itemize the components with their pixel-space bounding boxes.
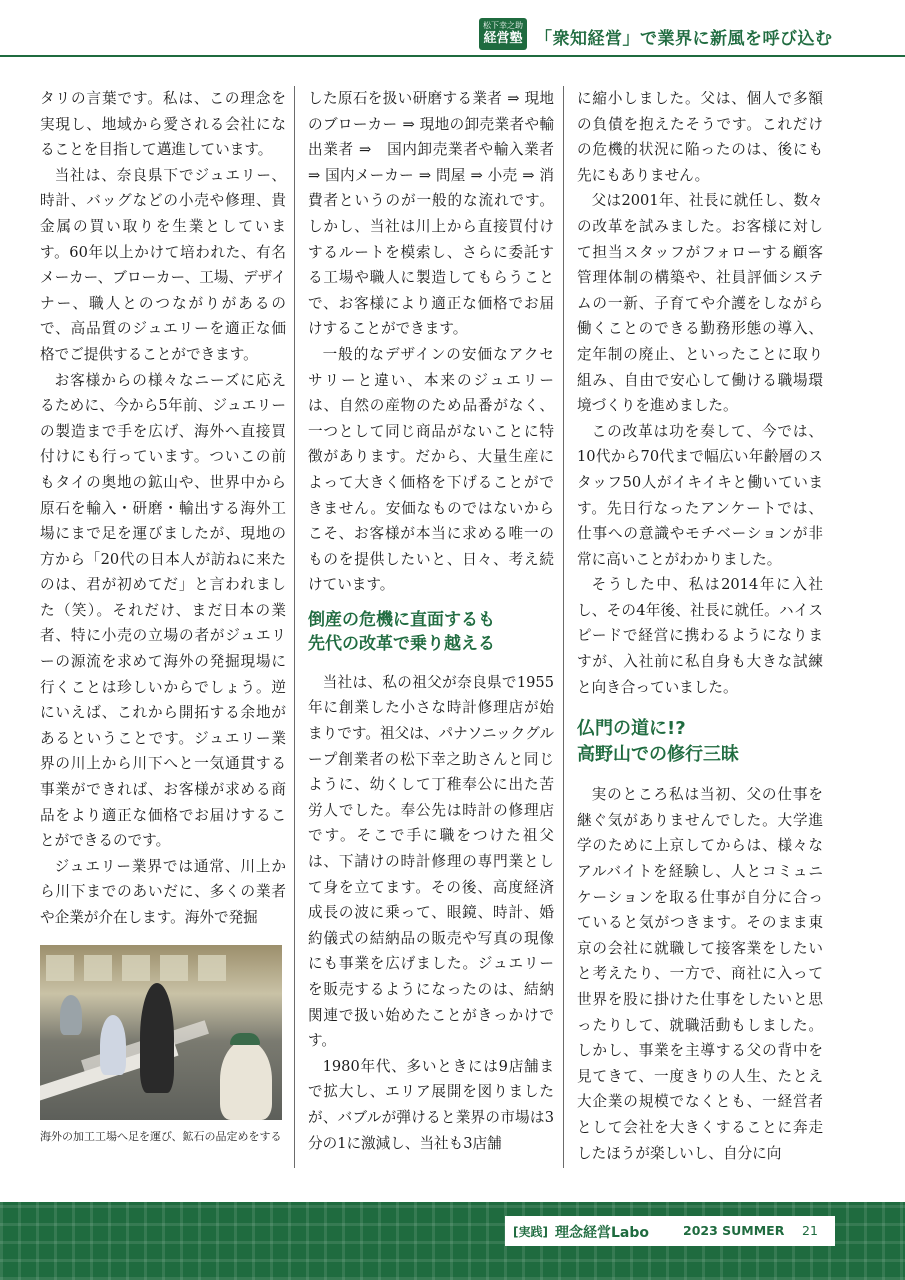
photo-window <box>198 955 226 981</box>
photo-window <box>160 955 188 981</box>
footer-tag: [実践] <box>513 1225 548 1239</box>
photo-person <box>220 1040 272 1120</box>
column-2 <box>308 86 554 1156</box>
article-title: 「衆知経営」で業界に新風を呼び込む <box>535 29 833 49</box>
magazine-name: 理念経営Labo <box>555 1225 650 1241</box>
paragraph: この改革は功を奏して、今では、10代から70代まで幅広い年齢層のスタッフ50人がイキイキと働いています。先日行なったアンケートでは、仕事への意識やモチベーションが非常に高いことがわかりました。 <box>577 422 823 568</box>
paragraph: 当社は、私の祖父が奈良県で1955年に創業した小さな時計修理店が始まりです。祖父は、パナソニックグループ創業者の松下幸之助さんと同じように、幼くして丁稚奉公に出た苦労人でした。奉公先は時計の修理店です。そこで手に職をつけた祖父は、下請けの時計修理の専門業として身を立てます。その後、高度経済成長の波に乗って、眼鏡、時計、婚約儀式の結納品の販売や写真の現像にも事業を広げました。ジュエリーを販売するようになったのは、結納関連で扱い始めたことがきっかけです。 <box>308 673 554 1050</box>
heading-line: 仏門の道に!? 高野山での修行三昧 <box>577 718 739 766</box>
photo-window <box>122 955 150 981</box>
paragraph: 一般的なデザインの安価なアクセサリーと違い、本来のジュエリーは、自然の産物のため品番がなく、一つとして同じ商品がないことに特徴があります。だから、大量生産によって大きく価格を下げることができません。安価なものではないからこそ、お客様が本当に求める唯一のものを提供したいと、日々、考え続けています。 <box>308 345 554 594</box>
photo-caption: 海外の加工工場へ足を運び、鉱石の品定めをする <box>40 1129 282 1143</box>
section-heading <box>577 716 823 768</box>
column-divider <box>563 86 564 1168</box>
paragraph: ジュエリー業界では通常、川上から川下までのあいだに、多くの業者や企業が介在します。海外で発掘 <box>40 857 286 926</box>
badge-small-text: 松下幸之助 <box>483 21 523 30</box>
photo-person <box>60 995 82 1035</box>
paragraph: タリの言葉です。私は、この理念を実現し、地域から愛される会社になることを目指して邁進しています。 <box>40 90 286 159</box>
paragraph: 実のところ私は当初、父の仕事を継ぐ気がありませんでした。大学進学のために上京してからは、様々なアルバイトを経験し、人とコミュニケーションを取る仕事が自分に合っていると気がつきます。そのまま東京の会社に就職して接客業をしたいと考えたり、一方で、商社に入って世界を股に掛けた仕事をしたいと思ったりして、就職活動もしました。しかし、事業を主導する父の背中を見てきて、一度きりの人生、たとえ大企業の規模でなくとも、一経営者として会社を大きくすることに奔走したほうが楽しいし、自分に向 <box>577 786 823 1162</box>
paragraph: 1980年代、多いときには9店舗まで拡大し、エリア展開を図りましたが、バブルが弾けると業界の市場は3分の1に激減し、当社も3店舗 <box>308 1057 554 1152</box>
column-3 <box>577 86 823 1166</box>
column-divider <box>294 86 295 1168</box>
header-divider <box>0 55 905 57</box>
paragraph: そうした中、私は2014年に入社し、その4年後、社長に就任。ハイスピードで経営に携わるようになりますが、入社前に私自身も大きな試練と向き合っていました。 <box>577 576 823 696</box>
section-heading <box>308 608 554 656</box>
photo-person <box>140 983 174 1093</box>
photo-window <box>84 955 112 981</box>
photo-cap <box>230 1033 260 1045</box>
column-1 <box>40 86 286 1145</box>
paragraph: 父は2001年、社長に就任し、数々の改革を試みました。お客様に対して担当スタッフがフォローする顧客管理体制の構築や、社員評価システムの一新、子育てや介護をしながら働くことのできる勤務形態の導入、定年制の廃止、といったことに取り組み、自由で安心して働ける職場環境づくりを進めました。 <box>577 192 823 415</box>
paragraph: した原石を扱い研磨する業者 ⇒ 現地のブローカー ⇒ 現地の卸売業者や輸出業者 ⇒ 国内卸売業者や輸入業者 ⇒ 国内メーカー ⇒ 問屋 ⇒ 小売 ⇒ 消費者というのが一般的な流れです。しかし、当社は川上から直接買付けするルートを模索し、さらに委託する工場や職人に製造してもらうことで、お客様により適正な価格でお届けすることができます。 <box>308 90 554 338</box>
footer-band <box>505 1216 835 1246</box>
issue-label: 2023 SUMMER <box>683 1223 785 1238</box>
paragraph: お客様からの様々なニーズに応えるために、今から5年前、ジュエリーの製造まで手を広げ、海外へ直接買付けにも行っています。ついこの前もタイの奥地の鉱山や、世界中から原石を輸入・研磨・輸出する海外工場にまで足を運びましたが、現地の方から「20代の日本人が訪ねに来たのは、君が初めてだ」と言われました（笑）。それだけ、まだ日本の業者、特に小売の立場の者がジュエリーの源流を求めて海外の発掘現場に行くことは珍しいからでしょう。逆にいえば、これから開拓する余地があるということです。ジュエリー業界の川上から川下へと一気通貫する事業ができれば、お客様が求める商品をより適正な価格でお届けすることができるのです。 <box>40 371 286 850</box>
photo-window <box>46 955 74 981</box>
page-header <box>0 0 905 58</box>
factory-photo <box>40 945 282 1120</box>
paragraph: に縮小しました。父は、個人で多額の負債を抱えたそうです。これだけの危機的状況に陥ったのは、後にも先にもありません。 <box>577 90 823 184</box>
badge-large-text: 経営塾 <box>483 31 523 46</box>
paragraph: 当社は、奈良県下でジュエリー、時計、バッグなどの小売や修理、貴金属の買い取りを生業としています。60年以上かけて培われた、有名メーカー、ブローカー、工場、デザイナー、職人とのつながりがあるので、高品質のジュエリーを適正な価格でご提供することができます。 <box>40 166 286 363</box>
page-footer <box>0 1202 905 1280</box>
page-number: 21 <box>802 1223 818 1238</box>
photo-person <box>100 1015 126 1075</box>
heading-line: 倒産の危機に直面するも 先代の改革で乗り越える <box>308 609 495 654</box>
series-badge <box>479 18 527 50</box>
